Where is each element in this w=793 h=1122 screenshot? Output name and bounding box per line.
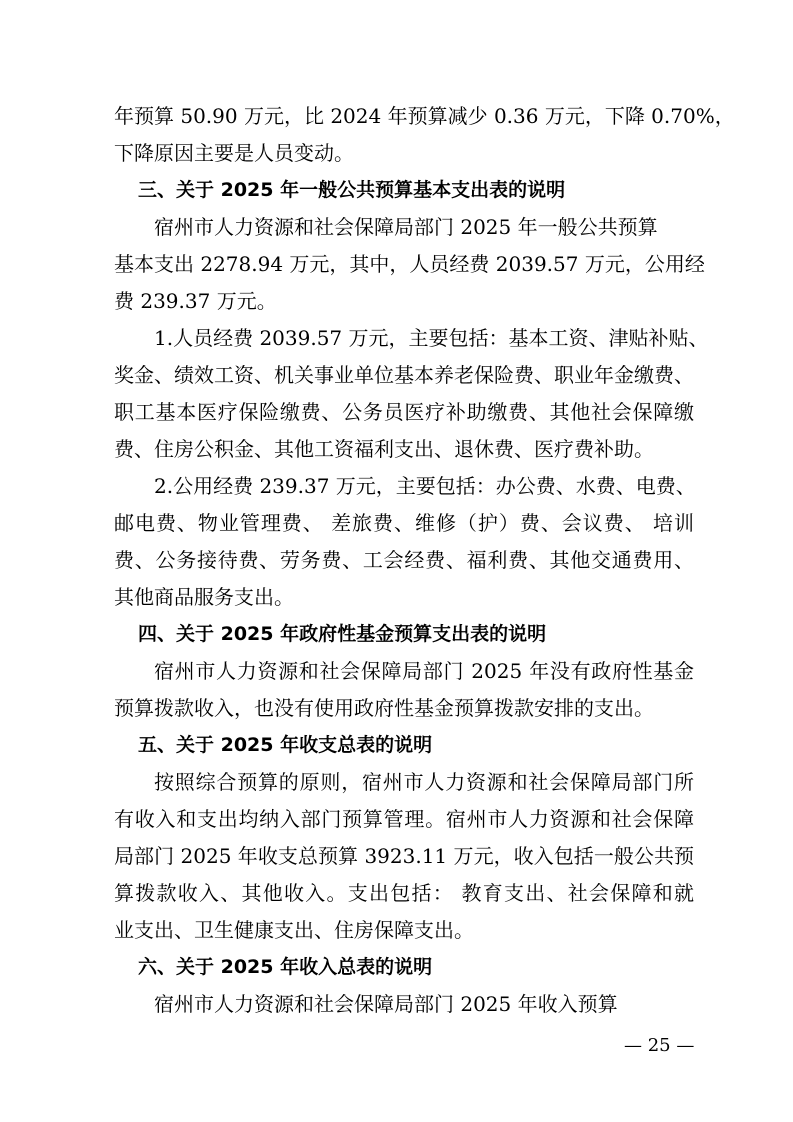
- paragraph-line: 按照综合预算的原则，宿州市人力资源和社会保障局部门所: [154, 770, 694, 794]
- section-heading: 三、关于 2025 年一般公共预算基本支出表的说明: [138, 179, 566, 201]
- paragraph-line: 2.公用经费 239.37 万元，主要包括：办公费、水费、电费、: [154, 474, 696, 498]
- paragraph-line: 基本支出 2278.94 万元，其中，人员经费 2039.57 万元，公用经: [114, 252, 705, 276]
- paragraph-line: 其他商品服务支出。: [114, 585, 294, 609]
- paragraph-line: 邮电费、物业管理费、 差旅费、维修（护）费、会议费、 培训: [114, 511, 694, 535]
- paragraph-line: 下降原因主要是人员变动。: [114, 141, 354, 165]
- section-heading: 四、关于 2025 年政府性基金预算支出表的说明: [138, 623, 547, 645]
- paragraph-line: 费 239.37 万元。: [114, 289, 277, 313]
- paragraph-line: 职工基本医疗保险缴费、公务员医疗补助缴费、其他社会保障缴: [114, 400, 694, 424]
- paragraph-line: 奖金、绩效工资、机关事业单位基本养老保险费、职业年金缴费、: [114, 363, 694, 387]
- paragraph-line: 费、住房公积金、其他工资福利支出、退休费、医疗费补助。: [114, 437, 654, 461]
- paragraph-line: 宿州市人力资源和社会保障局部门 2025 年收入预算: [154, 992, 618, 1016]
- paragraph-line: 1.人员经费 2039.57 万元，主要包括：基本工资、津贴补贴、: [154, 326, 709, 350]
- section-heading: 五、关于 2025 年收支总表的说明: [138, 734, 433, 756]
- body-text: [114, 98, 735, 1023]
- paragraph-line: 费、公务接待费、劳务费、工会经费、福利费、其他交通费用、: [114, 548, 694, 572]
- paragraph-line: 算拨款收入、其他收入。支出包括： 教育支出、社会保障和就: [114, 881, 694, 905]
- paragraph-line: 宿州市人力资源和社会保障局部门 2025 年一般公共预算: [154, 215, 658, 239]
- paragraph-line: 业支出、卫生健康支出、住房保障支出。: [114, 918, 474, 942]
- paragraph-line: 局部门 2025 年收支总预算 3923.11 万元，收入包括一般公共预: [114, 844, 694, 868]
- paragraph-line: 年预算 50.90 万元，比 2024 年预算减少 0.36 万元，下降 0.70%，: [114, 104, 735, 128]
- section-heading: 六、关于 2025 年收入总表的说明: [138, 956, 433, 978]
- page-number: — 25 —: [624, 1035, 695, 1056]
- paragraph-line: 预算拨款收入，也没有使用政府性基金预算拨款安排的支出。: [114, 696, 654, 720]
- paragraph-line: 有收入和支出均纳入部门预算管理。宿州市人力资源和社会保障: [114, 807, 694, 831]
- paragraph-line: 宿州市人力资源和社会保障局部门 2025 年没有政府性基金: [154, 659, 694, 683]
